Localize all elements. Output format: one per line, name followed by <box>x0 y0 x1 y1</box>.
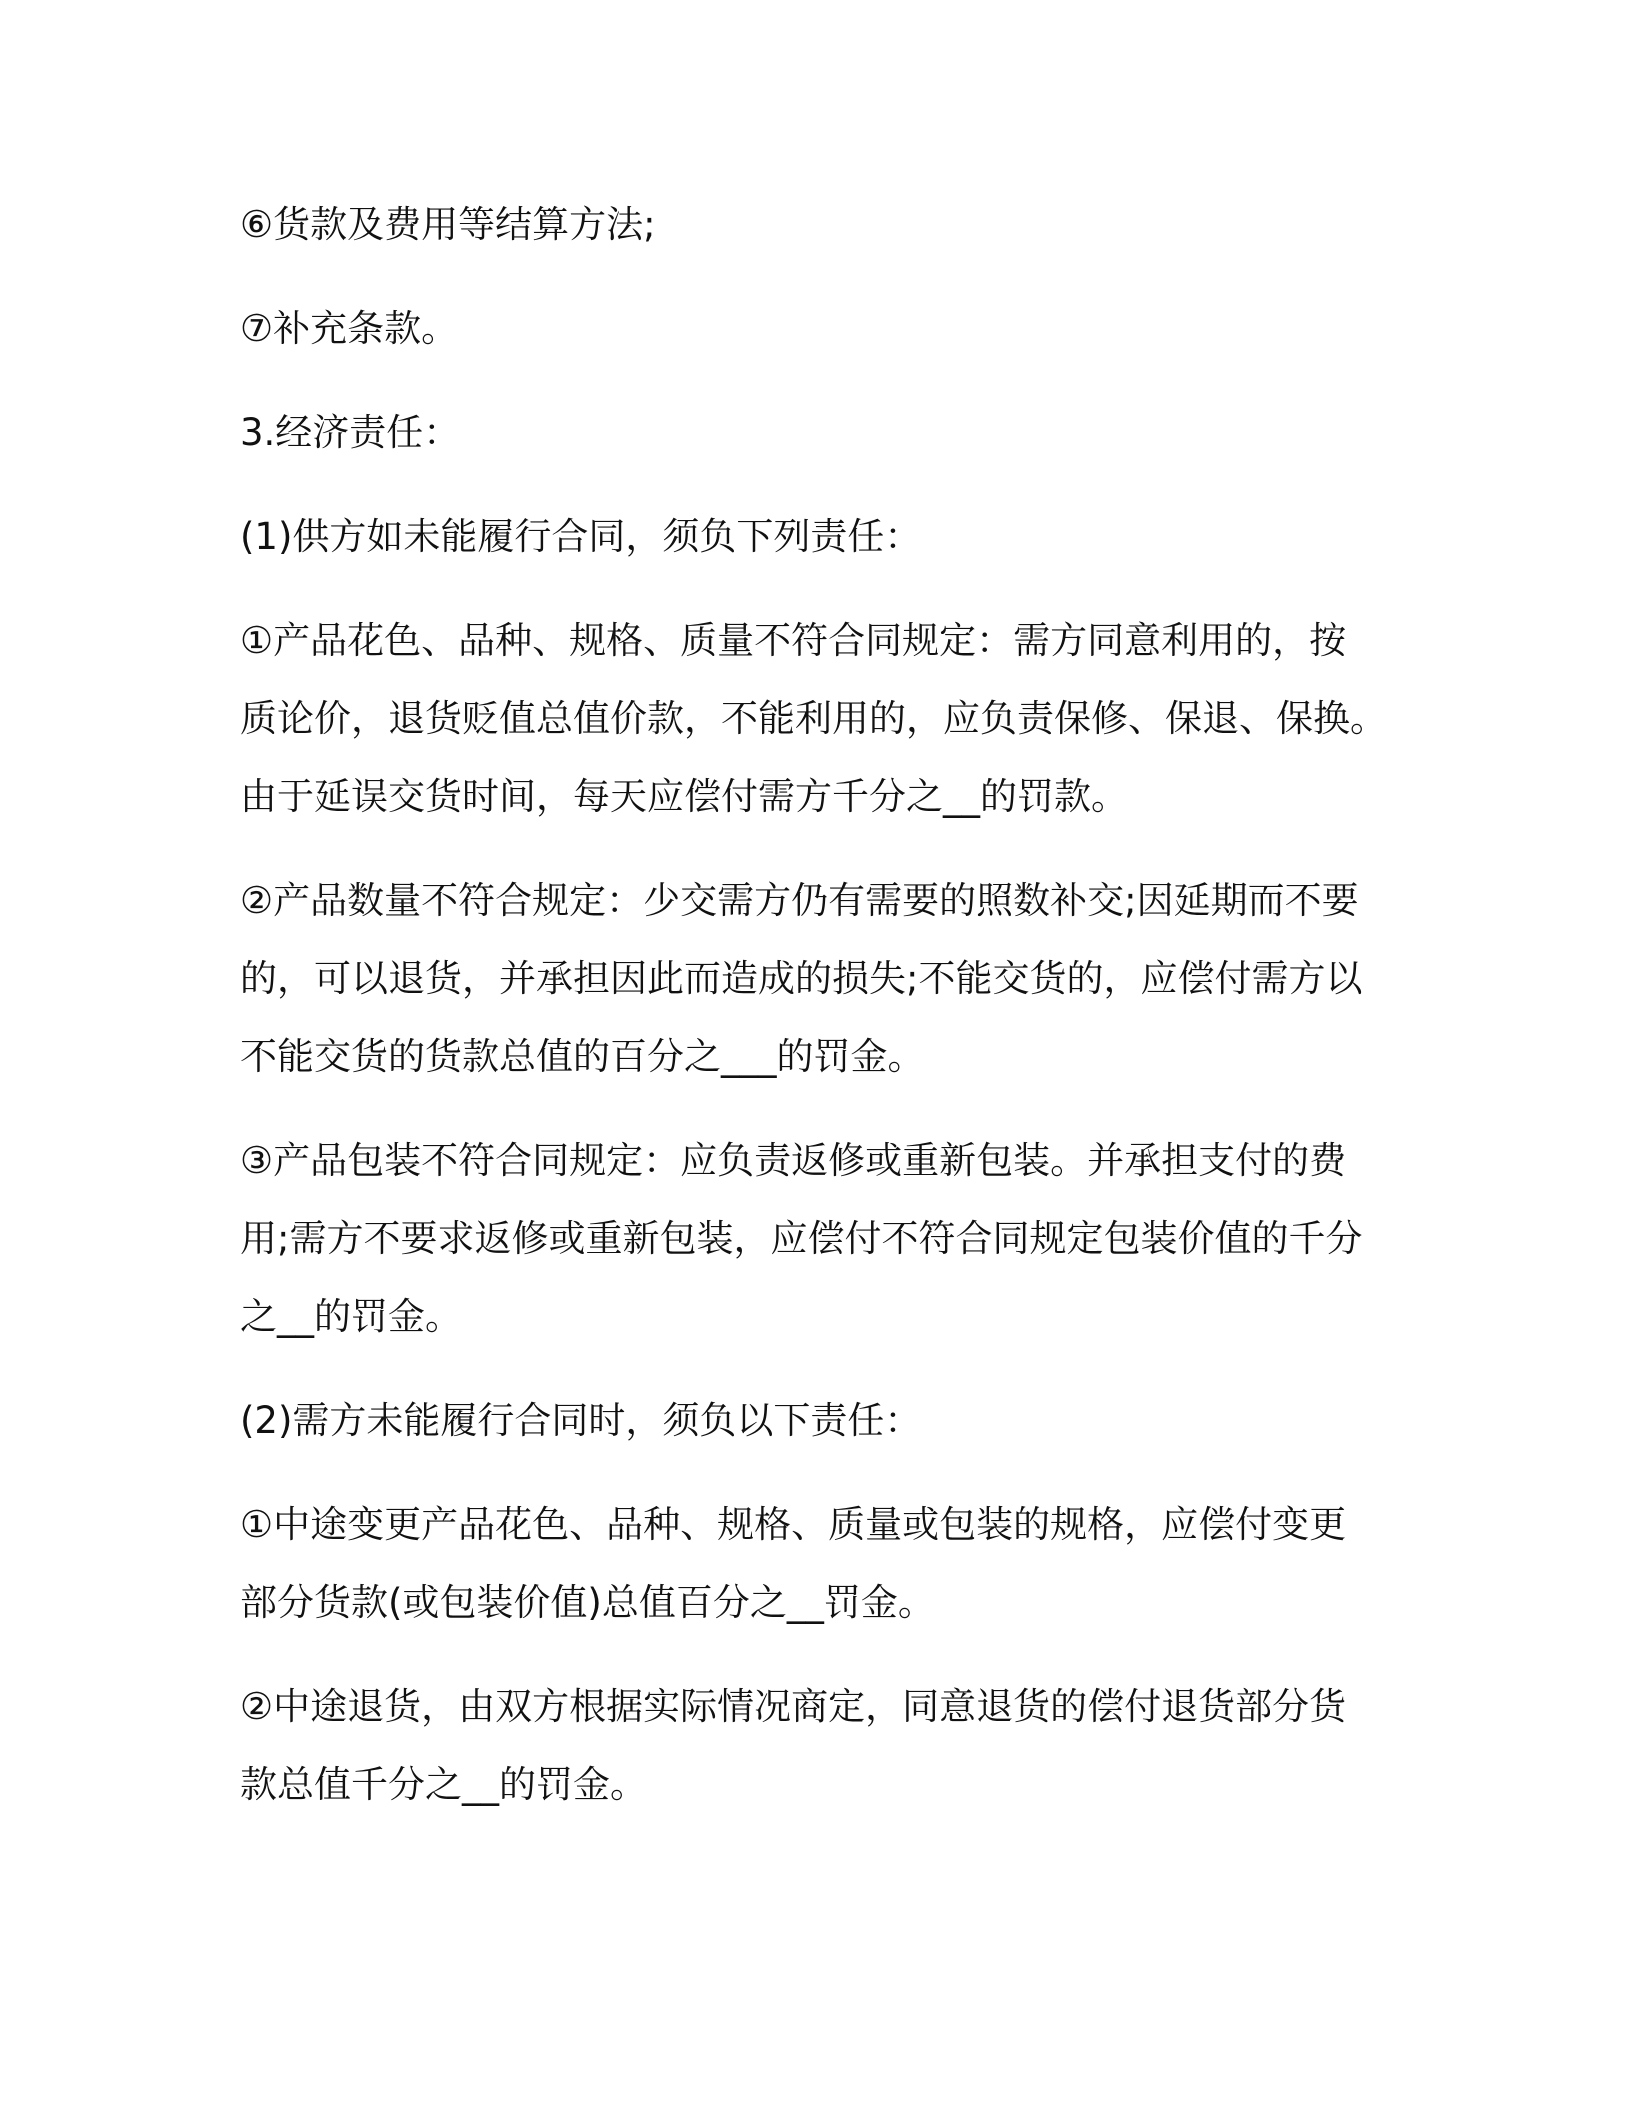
clause-midway-return: ②中途退货，由双方根据实际情况商定，同意退货的偿付退货部分货 款总值千分之__的罚金。 <box>240 1685 1347 1806</box>
clause-product-packaging: ③产品包装不符合同规定：应负责返修或重新包装。并承担支付的费 用;需方不要求返修或重新包装，应偿付不符合同规定包装价值的千分 之__的罚金。 <box>240 1139 1363 1338</box>
document-body <box>240 186 1390 1850</box>
item-supplementary-terms: ⑦补充条款。 <box>240 307 459 350</box>
clause-product-quantity: ②产品数量不符合规定：少交需方仍有需要的照数补交;因延期而不要 的，可以退货，并承担因此而造成的损失;不能交货的，应偿付需方以 不能交货的货款总值的百分之___的罚金。 <box>240 879 1363 1078</box>
clause-midway-change: ①中途变更产品花色、品种、规格、质量或包装的规格，应偿付变更 部分货款(或包装价值)总值百分之__罚金。 <box>240 1503 1347 1624</box>
clause-product-quality: ①产品花色、品种、规格、质量不符合同规定：需方同意利用的，按 质论价，退货贬值总值价款，不能利用的，应负责保修、保退、保换。 由于延误交货时间，每天应偿付需方千分之__的罚款。 <box>240 619 1387 818</box>
subsection-supplier-liability: (1)供方如未能履行合同，须负下列责任： <box>240 515 922 558</box>
subsection-buyer-liability: (2)需方未能履行合同时，须负以下责任： <box>240 1399 922 1442</box>
item-settlement-method: ⑥货款及费用等结算方法; <box>240 203 656 246</box>
section-heading-economic-liability: 3.经济责任： <box>240 411 461 454</box>
